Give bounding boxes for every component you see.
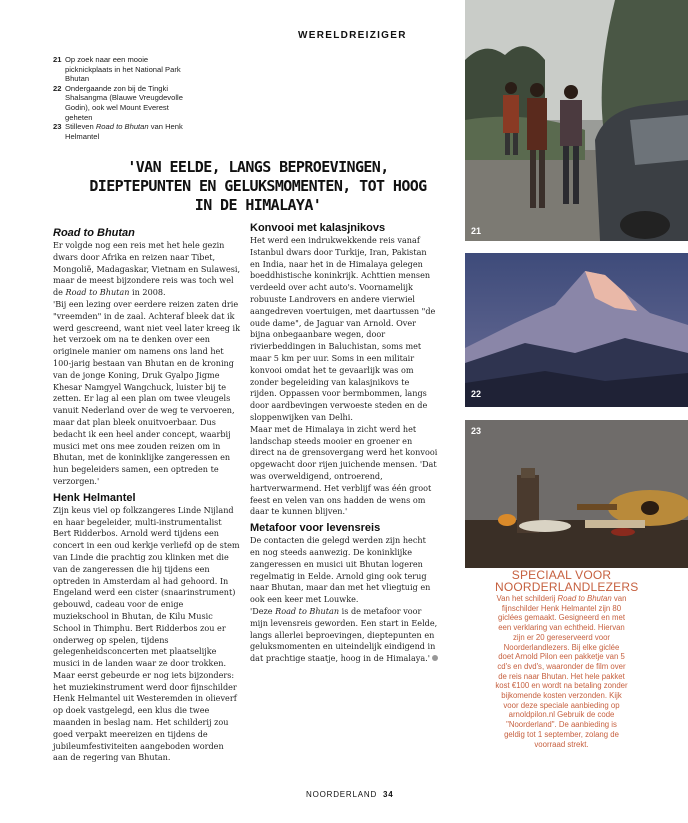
photo-men-and-car — [465, 0, 688, 241]
special-offer-title: SPECIAAL VOOR NOORDERLANDLEZERS — [495, 568, 639, 594]
paragraph: 'Bij een lezing over eerdere reizen zaten drie "vreemden" in de zaal. Achteraf bleek dat ik werd gescreend, want niet veel later kreeg ik het verzoek om na te denken over een originele manier om namens ons land het 100-jarig bestaan van Bhutan en de kroning van de jonge Koning, Druk Gyalpo Jigme Khesar Namgyel Wangchuck, luister bij te zetten. Er lag al een plan om twee vleugels vanuit Nederland over de weg te vervoeren, maar dat plan bleek onuitvoerbaar. Dus bedacht ik een heel ander concept, waarbij musici met ons mee zouden reizen om in Bhutan, met de koninklijke zangeressen en hun begeleiders samen, een optreden te verzorgen.' — [53, 298, 241, 486]
photo-label: 21 — [471, 226, 482, 236]
page-footer — [306, 790, 394, 799]
photo-captions — [53, 55, 193, 141]
caption-22 — [53, 84, 193, 122]
photo-21-image — [465, 0, 688, 241]
caption-number: 22 — [53, 83, 62, 93]
heading-henk-helmantel: Henk Helmantel — [53, 491, 136, 504]
magazine-name: NOORDERLAND — [306, 790, 378, 799]
pull-quote: 'VAN EELDE, LANGS BEPROEVINGEN, DIEPTEPUNTEN EN GELUKSMOMENTEN, TOT HOOG IN DE HIMALAYA' — [89, 158, 427, 214]
photo-label: 22 — [471, 389, 482, 399]
paragraph: 'Deze Road to Bhutan is de metafoor voor mijn levensreis geworden. Een start in Eelde, langs allerlei beproevingen, dieptepunten en geluksmomenten en uiteindelijk eindigend in dat prachtige staatje, hoog in de Himalaya.' — [250, 605, 438, 664]
end-mark-icon — [432, 655, 438, 661]
paragraph: Zijn keus viel op folkzangeres Linde Nijland en haar begeleider, multi-instrumentalist Bert Ridderbos. Arnold werd tijdens een concert in een oud kerkje verliefd op de stem van Linde die prachtig zou klinken met die van de zangeressen die hij tijdens een optreden in Amsterdam al had gehoord. In Engeland werd een cister (snaarinstrument) gebouwd, cadeau voor de enige muziekschool in Bhutan, de Kilu Music School in Thimphu. Bert Ridderbos zou er onderweg op spelen, tijdens gelegenheidsconcerten met plaatselijke musici in de landen waar ze door trokken. Maar eerst gebeurde er nog iets bijzonders: het muziekinstrument werd door fijnschilder Henk Helmantel uit Westeremden in olieverf op doek vastgelegd, een klus die twee maanden in beslag nam. Het schilderij zou goed verpakt meereizen en tijdens de jubileumfestiviteiten aangeboden worden aan de regering van Bhutan. — [53, 504, 240, 763]
special-offer-box — [495, 568, 639, 749]
article-column-left — [53, 227, 241, 764]
photo-22-image — [465, 253, 688, 407]
photo-23-image — [465, 420, 688, 568]
photo-label: 23 — [471, 426, 482, 436]
caption-text: Stilleven Road to Bhutan van Henk Helmantel — [65, 122, 183, 141]
heading-konvooi: Konvooi met kalasjnikovs — [250, 222, 386, 234]
caption-number: 21 — [53, 55, 62, 64]
heading-metafoor: Metafoor voor levensreis — [250, 522, 381, 535]
page-number: 34 — [383, 790, 394, 799]
paragraph: Er volgde nog een reis met het hele gezin dwars door Afrika en reizen naar Tibet, Mongolië, Madagaskar, Vietnam en Sulawesi, maar de meest bijzondere reis was toch wel de Road to Bhutan in 2008. — [53, 240, 241, 298]
caption-text: Op zoek naar een mooie picknickplaats in het National Park Bhutan — [65, 55, 181, 84]
caption-text: Ondergaande zon bij de Tingki Shalsangma (Blauwe Vreugdevolle Godin), ook wel Mount Everest geheten — [65, 83, 183, 122]
caption-21 — [53, 55, 193, 84]
photo-mount-everest — [465, 253, 688, 407]
paragraph: Het werd een indrukwekkende reis vanaf Istanbul dwars door Turkije, Iran, Pakistan en India, naar het in de Himalaya gelegen boeddhistische koninkrijk. Achttien mensen verdeeld over acht auto's. Voornamelijk robuuste Landrovers en andere vierwiel aangedreven voertuigen, met daartussen "de oude dame", de Jaguar van Arnold. Over bijna onbegaanbare wegen, door rivierbeddingen in Baluchistan, soms met maar 5 km per uur. Soms in een militair konvooi omdat het te gevaarlijk was om zonder begeleiding van kalasjnikovs te rijden. Oppassen voor bermbommen, langs door aardbevingen verwoeste steden en de sloppenwijken van Delhi. — [250, 235, 436, 422]
section-header: WERELDREIZIGER — [298, 30, 407, 41]
paragraph: Maar met de Himalaya in zicht werd het landschap steeds mooier en groener en direct na de grensovergang werd het konvooi opgewacht door rijen juichende mensen. 'Dat was overweldigend, ontroerend, hartverwarmend. Het verblijf was één groot feest en velen van ons hadden de wens om daar te kunnen blijven.' — [250, 423, 438, 517]
caption-number: 23 — [53, 122, 62, 132]
paragraph: De contacten die gelegd werden zijn hecht en nog steeds aanwezig. De koninklijke zangeressen en musici uit Bhutan logeren regelmatig in Eelde. Arnold ging ook terug naar Bhutan, maar dan met het vliegtuig en ook een keer met Louwke. — [250, 535, 431, 605]
caption-23 — [53, 122, 193, 141]
article-column-right — [250, 222, 438, 665]
special-offer-text: Van het schilderij Road to Bhutan van fijnschilder Henk Helmantel zijn 80 giclées gemaakt. Gesigneerd en met een verklaring van echtheid. Hiervan zijn er 20 gereserveerd voor Noorderlandlezers. Bij elke giclée doet Arnold Pilon een pakketje van 5 cd's en dvd's, waaronder de film over de reis naar Bhutan. Het hele pakket kost €100 en wordt na betaling zonder bijkomende kosten verzonden. Kijk voor deze speciale aanbieding op arnoldpilon.nl Gebruik de code "Noorderland". De aanbieding is geldig tot 1 september, zolang de voorraad strekt. — [495, 594, 628, 749]
photo-still-life — [465, 420, 688, 568]
heading-road-to-bhutan: Road to Bhutan — [53, 227, 135, 239]
